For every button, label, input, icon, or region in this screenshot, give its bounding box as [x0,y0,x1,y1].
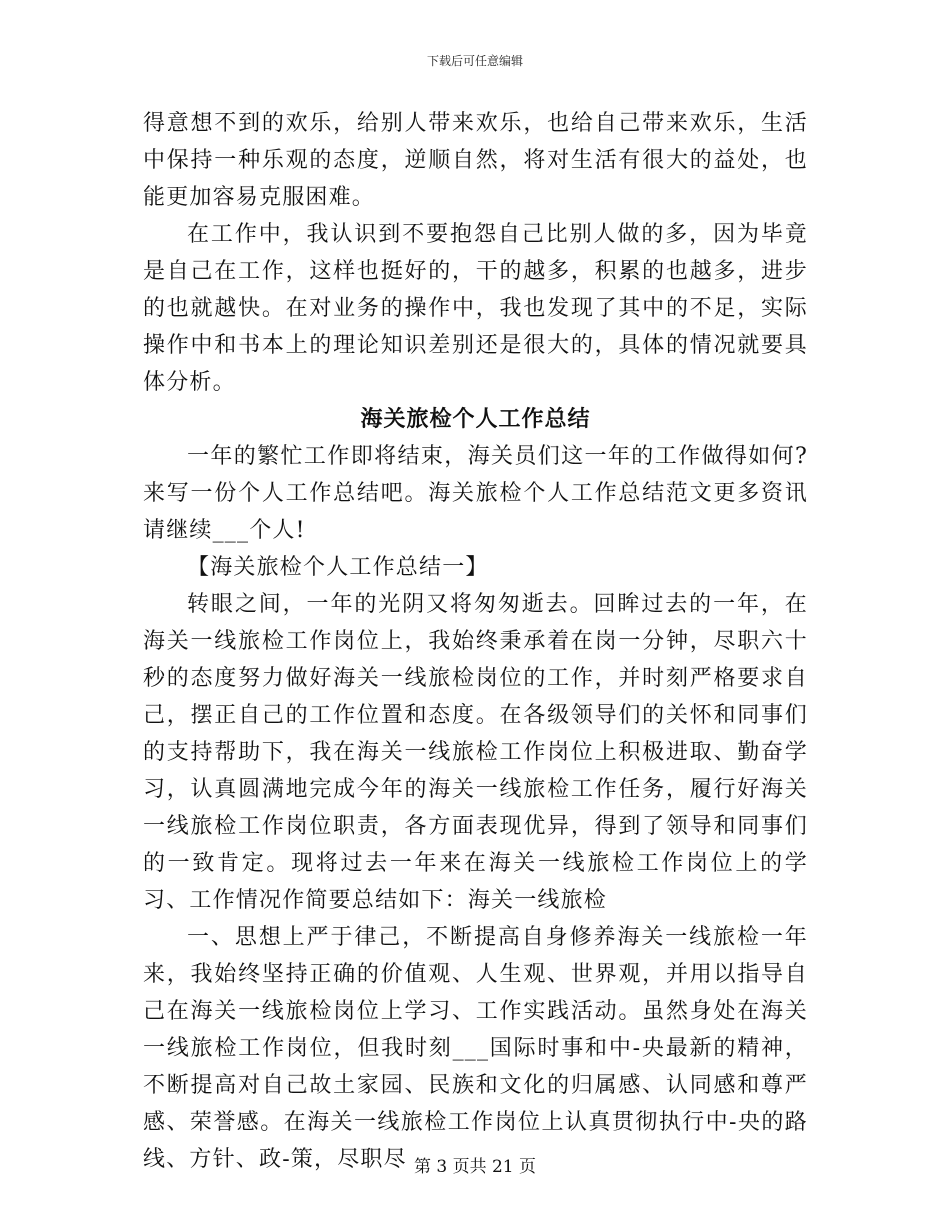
page-header-note: 下载后可任意编辑 [426,54,523,68]
paragraph-summary-overview: 转眼之间，一年的光阴又将匆匆逝去。回眸过去的一年，在海关一线旅检工作岗位上，我始终秉承着在岗一分钟，尽职六十秒的态度努力做好海关一线旅检岗位的工作，并时刻严格要求自己，摆正自己的工作位置和态度。在各级领导们的关怀和同事们的支持帮助下，我在海关一线旅检工作岗位上积极进取、勤奋学习，认真圆满地完成今年的海关一线旅检工作任务，履行好海关一线旅检工作岗位职责，各方面表现优异，得到了领导和同事们的一致肯定。现将过去一年来在海关一线旅检工作岗位上的学习、工作情况作简要总结如下：海关一线旅检 [143,592,808,913]
paragraph-work-reflection: 在工作中，我认识到不要抱怨自己比别人做的多，因为毕竟是自己在工作，这样也挺好的，干的越多，积累的也越多，进步的也就越快。在对业务的操作中，我也发现了其中的不足，实际操作中和书本上的理论知识差别还是很大的，具体的情况就要具体分析。 [143,222,808,395]
document-title: 海关旅检个人工作总结 [360,406,591,432]
paragraph-section-one: 一、思想上严于律己，不断提高自身修养海关一线旅检一年来，我始终坚持正确的价值观、人生观、世界观，并用以指导自己在海关一线旅检岗位上学习、工作实践活动。虽然身处在海关一线旅检工作岗位，但我时刻___国际时事和中-央最新的精神，不断提高对自己故土家园、民族和文化的归属感、认同感和尊严感、荣誉感。在海关一线旅检工作岗位上认真贯彻执行中-央的路线、方针、政-策，尽职尽 [143,925,808,1172]
page-number: 第 3 页共 21 页 [413,1157,537,1177]
paragraph-continuation: 得意想不到的欢乐，给别人带来欢乐，也给自己带来欢乐，生活中保持一种乐观的态度，逆顺自然，将对生活有很大的益处，也能更加容易克服困难。 [143,111,808,210]
paragraph-intro: 一年的繁忙工作即将结束，海关员们这一年的工作做得如何?来写一份个人工作总结吧。海关旅检个人工作总结范文更多资讯请继续___个人! [143,444,808,543]
document-body [143,105,808,1178]
section-heading: 【海关旅检个人工作总结一】 [187,555,489,580]
